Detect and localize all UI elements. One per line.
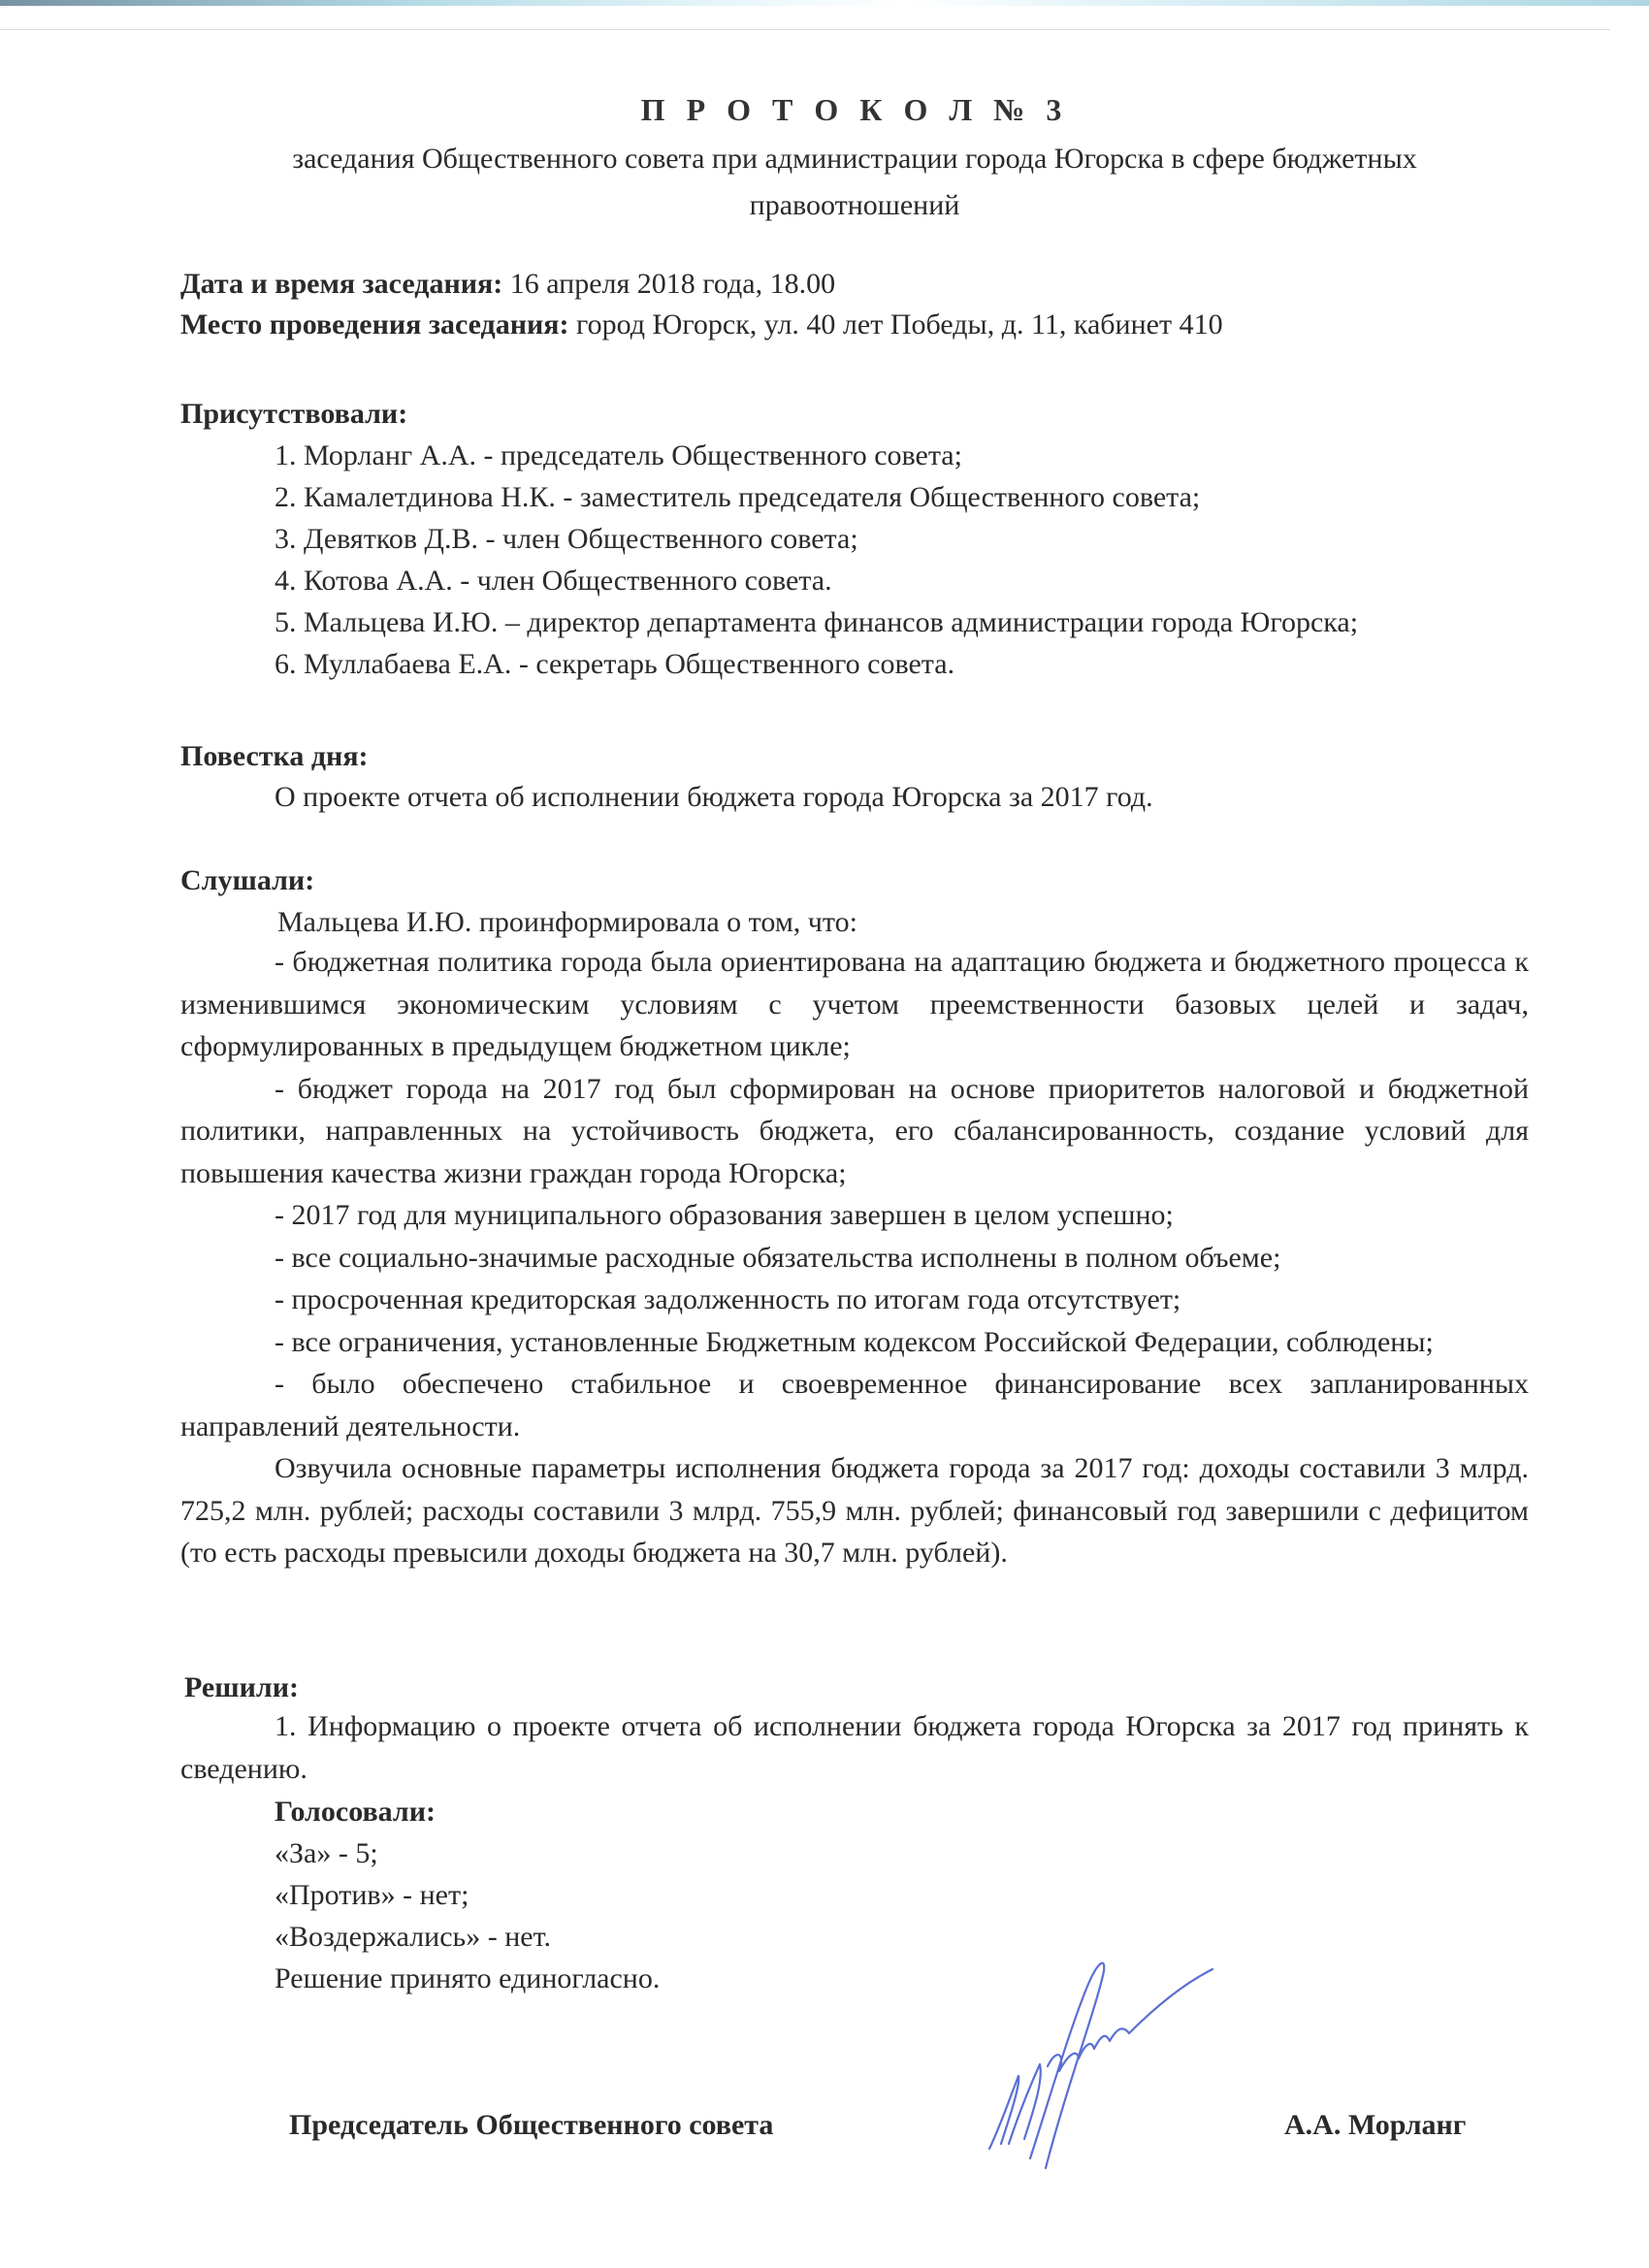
- date-label: Дата и время заседания:: [180, 268, 503, 300]
- decision-result: Решение принято единогласно.: [275, 1962, 661, 1994]
- budget-summary: Озвучила основные параметры исполнения бюджета города за 2017 год: доходы составили 3 млрд. 725,2 млн. рублей; расходы составили 3 млрд. 755,9 млн. рублей; финансовый год завершили с дефицитом (то есть расходы превысили доходы бюджета на 30,7 млн. рублей).: [180, 1452, 1529, 1569]
- attendee-item: 4. Котова А.А. - член Общественного совета.: [275, 565, 832, 597]
- signature-stroke: [1129, 1969, 1212, 2033]
- scan-line-artifact: [0, 29, 1610, 30]
- meeting-place: [180, 310, 1223, 340]
- heard-heading: Слушали:: [180, 864, 315, 896]
- decision-item: 1. Информацию о проекте отчета об исполнении бюджета города Югорска за 2017 год принять к сведению.: [180, 1710, 1529, 1785]
- scan-edge-artifact: [0, 0, 1649, 6]
- date-value: 16 апреля 2018 года, 18.00: [502, 268, 836, 300]
- handwritten-signature: [951, 1950, 1300, 2173]
- decision-block: [180, 1705, 1529, 1790]
- heard-point: - бюджетная политика города была ориентирована на адаптацию бюджета и бюджетного процесса к изменившимся экономическим условиям с учетом преемственности базовых целей и задач, сформулированных в предыдущем бюджетном цикле;: [180, 946, 1529, 1062]
- heard-point: - было обеспечено стабильное и своевременное финансирование всех запланированных направлений деятельности.: [180, 1368, 1529, 1442]
- attendee-item: 1. Морланг А.А. - председатель Общественного совета;: [275, 439, 962, 471]
- heard-point: - бюджет города на 2017 год был сформирован на основе приоритетов налоговой и бюджетной политики, направленных на устойчивость бюджета, его сбалансированность, создание условий для повышения качества жизни граждан города Югорска;: [180, 1072, 1529, 1189]
- signatory-position: Председатель Общественного совета: [289, 2109, 774, 2141]
- heard-point: - просроченная кредиторская задолженность по итогам года отсутствует;: [275, 1283, 1181, 1315]
- subtitle-line-1: заседания Общественного совета при администрации города Югорска в сфере бюджетных: [292, 143, 1417, 175]
- document-subtitle: [161, 136, 1548, 229]
- attendees-heading: Присутствовали:: [180, 398, 408, 430]
- heard-point: - все ограничения, установленные Бюджетным кодексом Российской Федерации, соблюдены;: [275, 1325, 1434, 1358]
- signature-stroke: [1030, 1963, 1104, 2168]
- document-title: П Р О Т О К О Л № 3: [640, 92, 1069, 127]
- agenda-heading: Повестка дня:: [180, 740, 369, 772]
- heard-intro: Мальцева И.Ю. проинформировала о том, что:: [277, 906, 857, 938]
- attendee-item: 6. Муллабаева Е.А. - секретарь Общественного совета.: [275, 648, 955, 680]
- agenda-text: О проекте отчета об исполнении бюджета города Югорска за 2017 год.: [275, 781, 1153, 813]
- signature-stroke: [989, 2076, 1018, 2149]
- decided-heading: Решили:: [184, 1671, 299, 1703]
- attendee-item: 5. Мальцева И.Ю. – директор департамента финансов администрации города Югорска;: [275, 606, 1359, 638]
- meeting-date: [180, 270, 835, 299]
- attendee-item: 3. Девятков Д.В. - член Общественного совета;: [275, 523, 858, 555]
- vote-against: «Против» - нет;: [275, 1879, 469, 1911]
- subtitle-line-2: правоотношений: [749, 189, 960, 221]
- heard-point: - 2017 год для муниципального образования завершен в целом успешно;: [275, 1199, 1174, 1231]
- heard-point: - все социально-значимые расходные обязательства исполнены в полном объеме;: [275, 1241, 1281, 1274]
- place-value: город Югорск, ул. 40 лет Победы, д. 11, кабинет 410: [568, 308, 1223, 340]
- vote-for: «За» - 5;: [275, 1837, 378, 1869]
- voting-heading: Голосовали:: [275, 1796, 436, 1828]
- heard-points: [180, 941, 1529, 1574]
- attendee-item: 2. Камалетдинова Н.К. - заместитель председателя Общественного совета;: [275, 481, 1201, 513]
- signatory-name: А.А. Морланг: [1284, 2109, 1467, 2141]
- place-label: Место проведения заседания:: [180, 308, 569, 340]
- vote-abstained: «Воздержались» - нет.: [275, 1921, 551, 1953]
